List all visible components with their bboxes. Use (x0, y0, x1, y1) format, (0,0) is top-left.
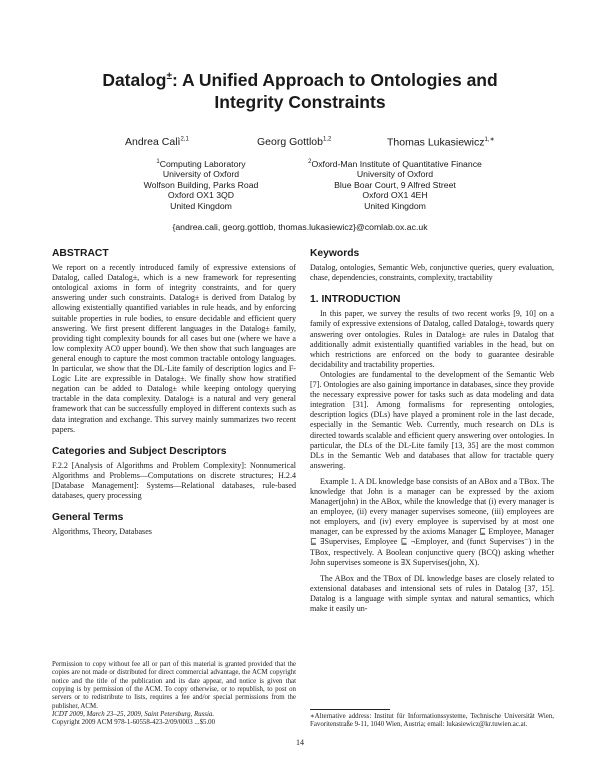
footnote: ∗Alternative address: Institut für Informationssysteme, Technische Universität Wien, Favoritenstraße 9-11, 1040 Wien, Austria; email: lukasiewicz@kr.tuwien.ac.at. (310, 713, 554, 729)
intro-paragraph-1: In this paper, we survey the results of two recent works [9, 10] on a family of expressive extensions of Datalog, called Datalog±, towards query answering over ontologies. Rules in Datalog± are rules in Datalog that additionally admit existentially quantified variables in the head, but on which restrictions are enforced on the body to guarantee desirable decidability and tractability properties. (310, 309, 554, 369)
affiliation-2: $^2$Oxford-Man Institute of Quantitative Finance University of Oxford Blue Boar Court, 9 Alfred Street Oxford OX1 4EH United Kingdom (308, 158, 482, 211)
title-line-2: Integrity Constraints (214, 91, 386, 112)
intro-example-1: Example 1. A DL knowledge base consists of an ABox and a TBox. The knowledge that John is a manager can be expressed by the axiom Manager(john) in the ABox, while the knowledge that (i) every manager is an employee, (ii) every manager supervises someone, (iii) employees are not employers, and (iv) every employee is supervised by at most one manager, can be expressed by the axioms Manager ⊑ Employee, Manager ⊑ ∃Supervises, Employee ⊑ ¬Employer, and (funct Supervises⁻) in the TBox, respectively. A Boolean conjunctive query (BCQ) asking whether John supervises someone is ∃X Supervises(john, X). (310, 476, 554, 567)
paper-title (40, 66, 560, 113)
categories-heading: Categories and Subject Descriptors (52, 445, 227, 457)
keywords-text: Datalog, ontologies, Semantic Web, conjunctive queries, query evaluation, chase, dependencies, constraints, complexity, tractability (310, 263, 554, 283)
right-column (310, 249, 554, 614)
author-gottlob: Georg Gottlob$^{1,2}$ (257, 136, 332, 148)
affiliation-1: $^1$Computing Laboratory University of Oxford Wolfson Building, Parks Road Oxford OX1 3QD United Kingdom (143, 158, 259, 211)
keywords-heading: Keywords (310, 248, 360, 259)
title-datalog: Datalog (102, 69, 167, 90)
abstract-heading: ABSTRACT (52, 248, 109, 259)
author-cali: Andrea Calì$^{2,1}$ (125, 136, 189, 148)
permission-block (52, 661, 296, 728)
permission-text: Permission to copy without fee all or part of this material is granted provided that the copies are not made or distributed for direct commercial advantage, the ACM copyright notice and the title of the publication and its date appear, and notice is given that copying is by permission of the ACM. To copy otherwise, or to republish, to post on servers or to redistribute to lists, requires a fee and/or special permissions from the publisher, ACM. (52, 661, 296, 710)
abstract-text: We report on a recently introduced family of expressive extensions of Datalog, called Datalog±, which is a new framework for representing ontological axioms in form of integrity constraints, and for query answering under such constraints. Datalog± is derived from Datalog by allowing existentially quantified variables in rule heads, and by enforcing suitable properties in rule bodies, to ensure decidable and efficient query answering. We first present different languages in the Datalog± family, providing tight complexity bounds for all cases but one (where we have a low complexity AC0 upper bound). We then show that such languages are general enough to capture the most common tractable ontology languages. In particular, we show that the DL-Lite family of description logics and F-Logic Lite are expressible in Datalog±. We finally show how stratified negation can be added to Datalog± while keeping ontology querying tractable in the data complexity. Datalog± is a natural and very general framework that can be successfully employed in different contexts such as data integration and exchange. This survey mainly summarizes two recent papers. (52, 263, 296, 434)
intro-paragraph-4: The ABox and the TBox of DL knowledge bases are closely related to extensional databases and intensional sets of rules in Datalog [37, 15]. Datalog is a language with simple syntax and natural semantics, which make it easily un- (310, 573, 554, 613)
permission-venue: ICDT 2009, March 23–25, 2009, Saint Petersburg, Russia. (52, 711, 215, 719)
footnote-rule (310, 709, 390, 710)
categories-text: F.2.2 [Analysis of Algorithms and Problem Complexity]: Nonnumerical Algorithms and Problems—Computations on discrete structures; H.2.4 [Database Management]: Systems—Relational databases, rule-based databases, query processing (52, 460, 296, 501)
page-number: 14 (296, 738, 304, 747)
permission-copyright: Copyright 2009 ACM 978-1-60558-423-2/09/0003 ...$5.00 (52, 719, 216, 727)
author-emails: {andrea.cali, georg.gottlob, thomas.lukasiewicz}@comlab.ox.ac.uk (172, 222, 428, 232)
intro-paragraph-2: Ontologies are fundamental to the development of the Semantic Web [7]. Ontologies are also gaining importance in databases, since they provide the necessary expressive power for tasks such as data modeling and data integration [31]. Among formalisms for representing ontologies, description logics (DLs) have played a prominent role in the last decade, especially in the Semantic Web. Currently, much research on DLs is directed towards scalable and efficient query answering over ontologies. In particular, the DLs of the DL-Lite family [13, 35] are the most common DLs in the Semantic Web and databases that allow for tractable query answering. (310, 369, 555, 470)
title-pm-superscript: ± (166, 71, 172, 82)
left-column (52, 249, 296, 537)
introduction-heading: 1. INTRODUCTION (310, 294, 401, 306)
author-lukasiewicz: Thomas Lukasiewicz$^{1,∗}$ (387, 136, 495, 149)
general-terms-text: Algorithms, Theory, Databases (52, 527, 152, 537)
general-terms-heading: General Terms (52, 512, 124, 524)
title-rest: : A Unified Approach to Ontologies and (172, 69, 498, 90)
